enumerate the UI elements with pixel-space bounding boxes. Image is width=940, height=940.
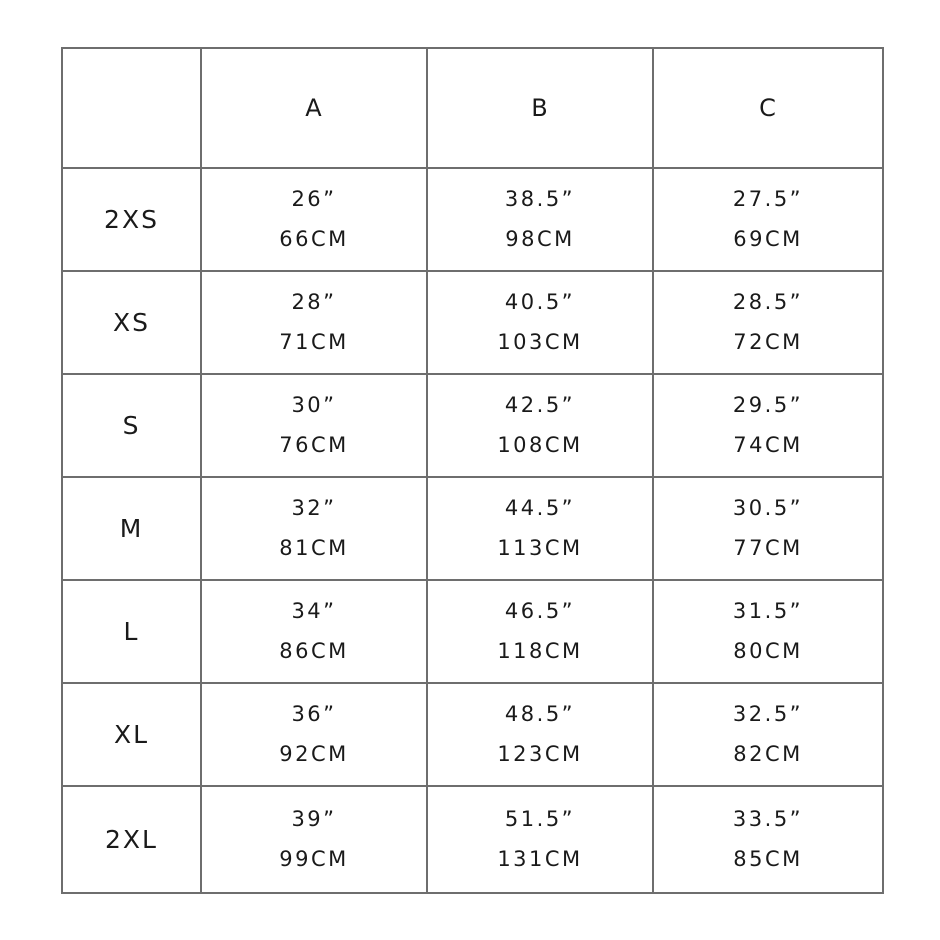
measurement-cell (653, 477, 883, 580)
measurement-inches: 36” (291, 702, 337, 726)
table-body (62, 168, 883, 893)
measurement-inches: 28” (291, 290, 337, 314)
measurement-centimeters: 80CM (733, 639, 803, 663)
size-label: 2XS (62, 168, 201, 271)
size-label: S (62, 374, 201, 477)
measurement-cell (427, 374, 653, 477)
measurement-inches: 32.5” (732, 702, 804, 726)
measurement-inches: 29.5” (732, 393, 804, 417)
measurement-cell (427, 271, 653, 374)
size-label: M (62, 477, 201, 580)
measurement-cell (201, 271, 427, 374)
measurement-centimeters: 71CM (279, 330, 349, 354)
measurement-centimeters: 69CM (733, 227, 803, 251)
table-row (62, 683, 883, 786)
column-header-c: C (653, 48, 883, 168)
measurement-inches: 27.5” (732, 187, 804, 211)
measurement-cell (201, 786, 427, 893)
column-header-b: B (427, 48, 653, 168)
measurement-inches: 38.5” (504, 187, 576, 211)
measurement-inches: 28.5” (732, 290, 804, 314)
measurement-cell (201, 477, 427, 580)
measurement-inches: 30” (291, 393, 337, 417)
measurement-centimeters: 123CM (497, 742, 583, 766)
measurement-cell (201, 374, 427, 477)
measurement-centimeters: 76CM (279, 433, 349, 457)
measurement-centimeters: 113CM (497, 536, 583, 560)
measurement-inches: 42.5” (504, 393, 576, 417)
measurement-centimeters: 85CM (733, 847, 803, 871)
measurement-centimeters: 103CM (497, 330, 583, 354)
table-row (62, 786, 883, 893)
measurement-centimeters: 74CM (733, 433, 803, 457)
measurement-cell (427, 477, 653, 580)
size-chart-table (61, 47, 884, 894)
measurement-centimeters: 82CM (733, 742, 803, 766)
measurement-inches: 46.5” (504, 599, 576, 623)
measurement-cell (653, 168, 883, 271)
measurement-inches: 48.5” (504, 702, 576, 726)
measurement-centimeters: 98CM (505, 227, 575, 251)
measurement-cell (653, 374, 883, 477)
measurement-cell (653, 580, 883, 683)
measurement-cell (653, 786, 883, 893)
table-row (62, 168, 883, 271)
size-label: 2XL (62, 786, 201, 893)
measurement-inches: 32” (291, 496, 337, 520)
header-row (62, 48, 883, 168)
column-header-a: A (201, 48, 427, 168)
measurement-centimeters: 86CM (279, 639, 349, 663)
measurement-inches: 44.5” (504, 496, 576, 520)
measurement-inches: 26” (291, 187, 337, 211)
measurement-inches: 34” (291, 599, 337, 623)
measurement-centimeters: 118CM (497, 639, 583, 663)
measurement-cell (653, 683, 883, 786)
size-label: XS (62, 271, 201, 374)
measurement-centimeters: 77CM (733, 536, 803, 560)
measurement-cell (201, 580, 427, 683)
measurement-inches: 33.5” (732, 807, 804, 831)
measurement-inches: 40.5” (504, 290, 576, 314)
measurement-cell (427, 580, 653, 683)
measurement-centimeters: 72CM (733, 330, 803, 354)
measurement-inches: 31.5” (732, 599, 804, 623)
size-label: L (62, 580, 201, 683)
measurement-cell (427, 786, 653, 893)
table-row (62, 271, 883, 374)
measurement-inches: 39” (291, 807, 337, 831)
measurement-inches: 30.5” (732, 496, 804, 520)
measurement-inches: 51.5” (504, 807, 576, 831)
corner-cell (62, 48, 201, 168)
measurement-cell (653, 271, 883, 374)
table-row (62, 580, 883, 683)
measurement-cell (427, 168, 653, 271)
measurement-cell (201, 683, 427, 786)
measurement-centimeters: 66CM (279, 227, 349, 251)
measurement-centimeters: 108CM (497, 433, 583, 457)
measurement-centimeters: 92CM (279, 742, 349, 766)
measurement-cell (427, 683, 653, 786)
measurement-centimeters: 131CM (497, 847, 583, 871)
measurement-cell (201, 168, 427, 271)
size-label: XL (62, 683, 201, 786)
table-row (62, 374, 883, 477)
measurement-centimeters: 81CM (279, 536, 349, 560)
measurement-centimeters: 99CM (279, 847, 349, 871)
table-row (62, 477, 883, 580)
